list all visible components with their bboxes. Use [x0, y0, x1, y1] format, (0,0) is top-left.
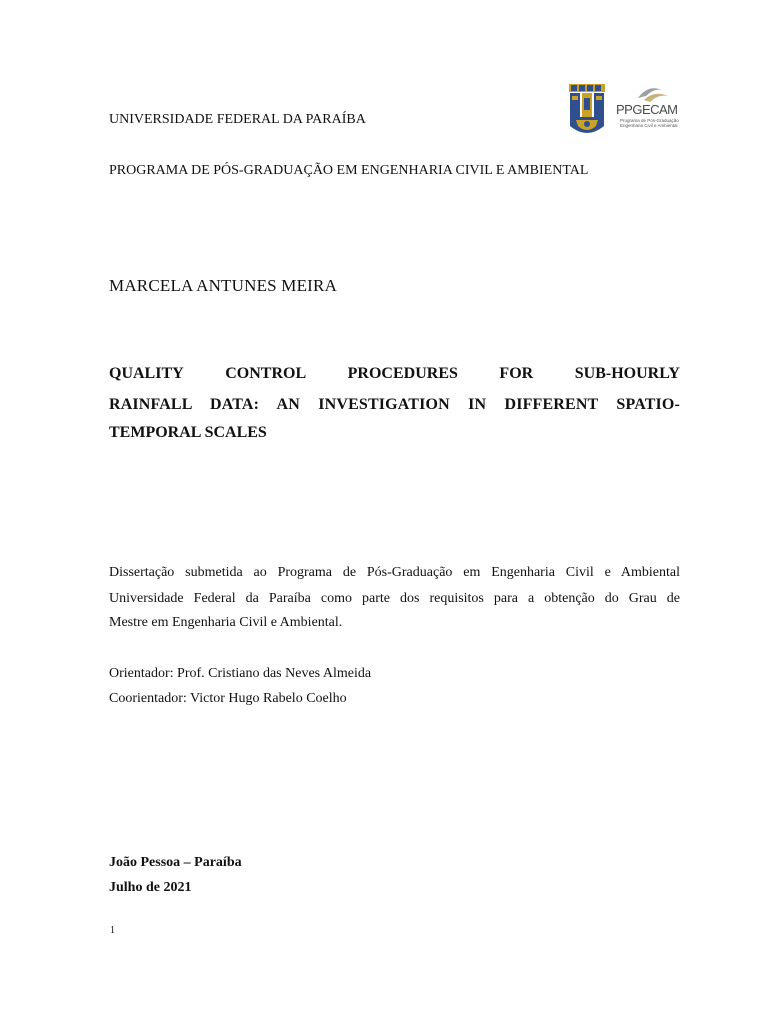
city: João Pessoa – Paraíba — [109, 855, 242, 870]
title-word: SUB-HOURLY — [574, 365, 680, 382]
title-word: CONTROL — [225, 365, 307, 382]
title-line-3: TEMPORAL SCALES — [109, 424, 267, 441]
university-name: UNIVERSIDADE FEDERAL DA PARAÍBA — [109, 112, 366, 127]
title-word: FOR — [499, 365, 534, 382]
description-line-1: Dissertação submetida ao Programa de Pós-Graduação em Engenharia Civil e Ambiental — [109, 565, 680, 580]
author-name: MARCELA ANTUNES MEIRA — [109, 276, 338, 295]
ppgecam-logo-subtitle-1: Programa de Pós-Graduação — [620, 118, 679, 123]
logos — [566, 82, 679, 140]
title-line-1 — [109, 365, 680, 383]
date: Julho de 2021 — [109, 880, 192, 895]
program-name: PROGRAMA DE PÓS-GRADUAÇÃO EM ENGENHARIA CIVIL E AMBIENTAL — [109, 163, 589, 178]
ppgecam-logo-subtitle-2: Engenharia Civil e Ambiental — [620, 123, 678, 128]
advisor: Orientador: Prof. Cristiano das Neves Almeida — [109, 666, 372, 681]
ppgecam-logo-text: PPGECAM — [616, 102, 678, 117]
page-number: 1 — [110, 925, 115, 936]
university-crest-icon — [566, 82, 608, 140]
description-line-3: Mestre em Engenharia Civil e Ambiental. — [109, 615, 343, 630]
title-word: QUALITY — [109, 365, 184, 382]
coadvisor: Coorientador: Victor Hugo Rabelo Coelho — [109, 691, 347, 706]
description-line-2: Universidade Federal da Paraíba como parte dos requisitos para a obtenção do Grau de — [109, 591, 680, 606]
title-line-2: RAINFALL DATA: AN INVESTIGATION IN DIFFERENT SPATIO- — [109, 396, 680, 413]
title-word: PROCEDURES — [347, 365, 458, 382]
